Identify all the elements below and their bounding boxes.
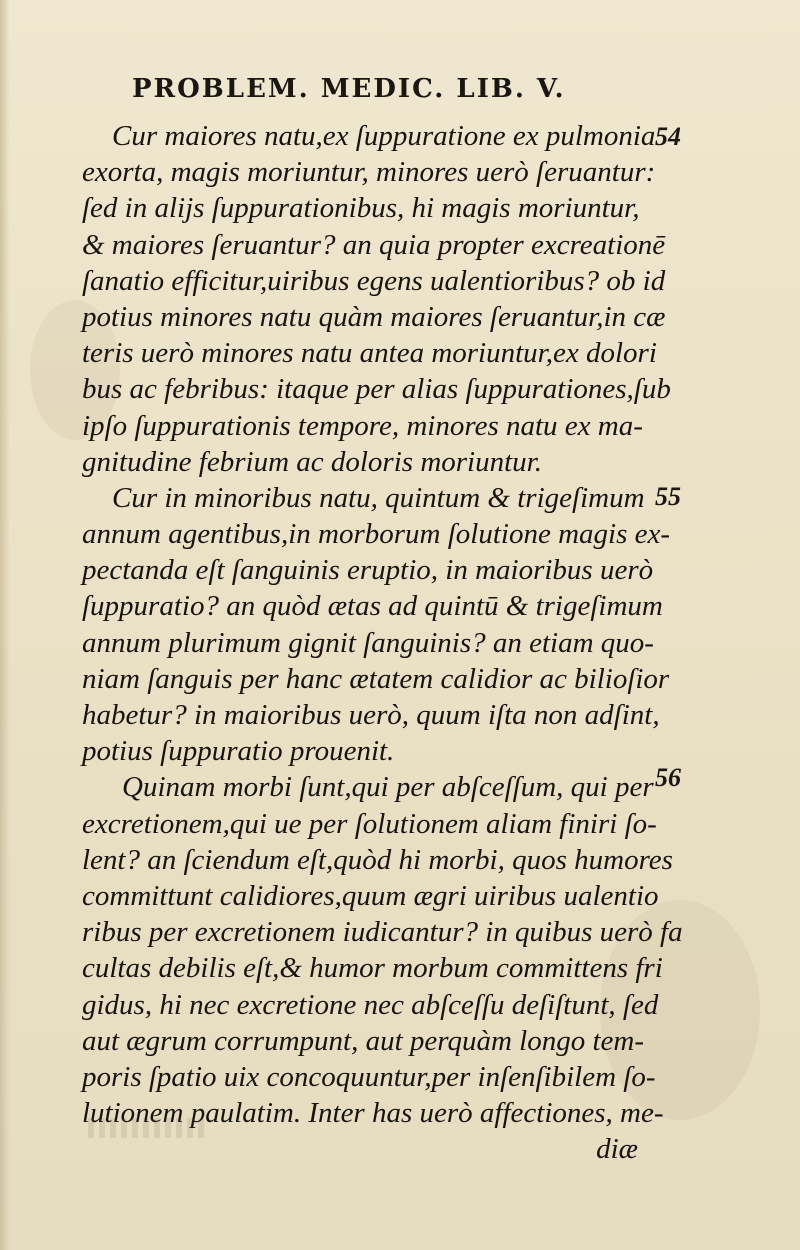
text-line: Quinam morbi ſunt,qui per abſceſſum, qui per bbox=[122, 771, 654, 804]
text-line: niam ſanguis per hanc ætatem calidior ac bilioſior bbox=[82, 662, 670, 695]
text-line: lent? an ſciendum eſt,quòd hi morbi, quos humores bbox=[82, 843, 673, 876]
text-line: bus ac febribus: itaque per alias ſuppurationes,ſub bbox=[82, 373, 671, 406]
text-line: potius minores natu quàm maiores ſeruantur,in cæ bbox=[82, 300, 666, 333]
text-line: exorta, magis moriuntur, minores uerò ſeruantur: bbox=[82, 156, 656, 189]
text-line: aut ægrum corrumpunt, aut perquàm longo tem- bbox=[82, 1024, 644, 1057]
show-through-text bbox=[88, 1118, 208, 1138]
text-line: annum agentibus,in morborum ſolutione magis ex- bbox=[82, 518, 671, 551]
text-line: habetur? in maioribus uerò, quum iſta non adſint, bbox=[82, 699, 660, 731]
text-line: & maiores ſeruantur? an quia propter excreationē bbox=[82, 228, 666, 261]
text-line: ſuppuratio? an quòd ætas ad quintū & trigeſimum bbox=[82, 590, 663, 623]
text-line: potius ſuppuratio prouenit. bbox=[82, 735, 395, 768]
page-edge-shadow bbox=[0, 0, 10, 1250]
text-line: Cur maiores natu,ex ſuppuratione ex pulmonia bbox=[112, 120, 656, 152]
text-line: ribus per excretionem iudicantur? in quibus uerò fa bbox=[82, 916, 683, 949]
text-line: cultas debilis eſt,& humor morbum committens fri bbox=[82, 952, 663, 985]
text-line: pectanda eſt ſanguinis eruptio, in maioribus uerò bbox=[82, 554, 654, 587]
text-line: annum plurimum gignit ſanguinis? an etiam quo- bbox=[82, 626, 654, 659]
text-line: poris ſpatio uix concoquuntur,per inſenſibilem ſo- bbox=[82, 1060, 656, 1093]
text-line: Cur in minoribus natu, quintum & trigeſimum bbox=[112, 481, 645, 514]
text-line: ipſo ſuppurationis tempore, minores natu ex ma- bbox=[82, 409, 643, 442]
text-line: ſed in alijs ſuppurationibus, hi magis moriuntur, bbox=[82, 192, 640, 225]
text-line: committunt calidiores,quum ægri uiribus ualentio bbox=[82, 879, 659, 912]
text-line: excretionem,qui ue per ſolutionem aliam finiri ſo- bbox=[82, 807, 657, 840]
running-head: PROBLEM. MEDIC. LIB. V. bbox=[132, 74, 566, 104]
text-line: lutionem paulatim. Inter has uerò affectiones, me- bbox=[82, 1097, 664, 1130]
catchword: diæ bbox=[596, 1133, 638, 1166]
marginal-number-54: 54 bbox=[655, 122, 681, 151]
text-line: gidus, hi nec excretione nec abſceſſu deſiſtunt, ſed bbox=[82, 988, 659, 1021]
text-line: gnitudine febrium ac doloris moriuntur. bbox=[82, 445, 542, 478]
marginal-number-55: 55 bbox=[655, 482, 681, 511]
text-line: ſanatio efficitur,uiribus egens ualentioribus? ob id bbox=[82, 264, 666, 297]
text-line: teris uerò minores natu antea moriuntur,ex dolori bbox=[82, 337, 657, 370]
marginal-number-56: 56 bbox=[655, 763, 681, 792]
